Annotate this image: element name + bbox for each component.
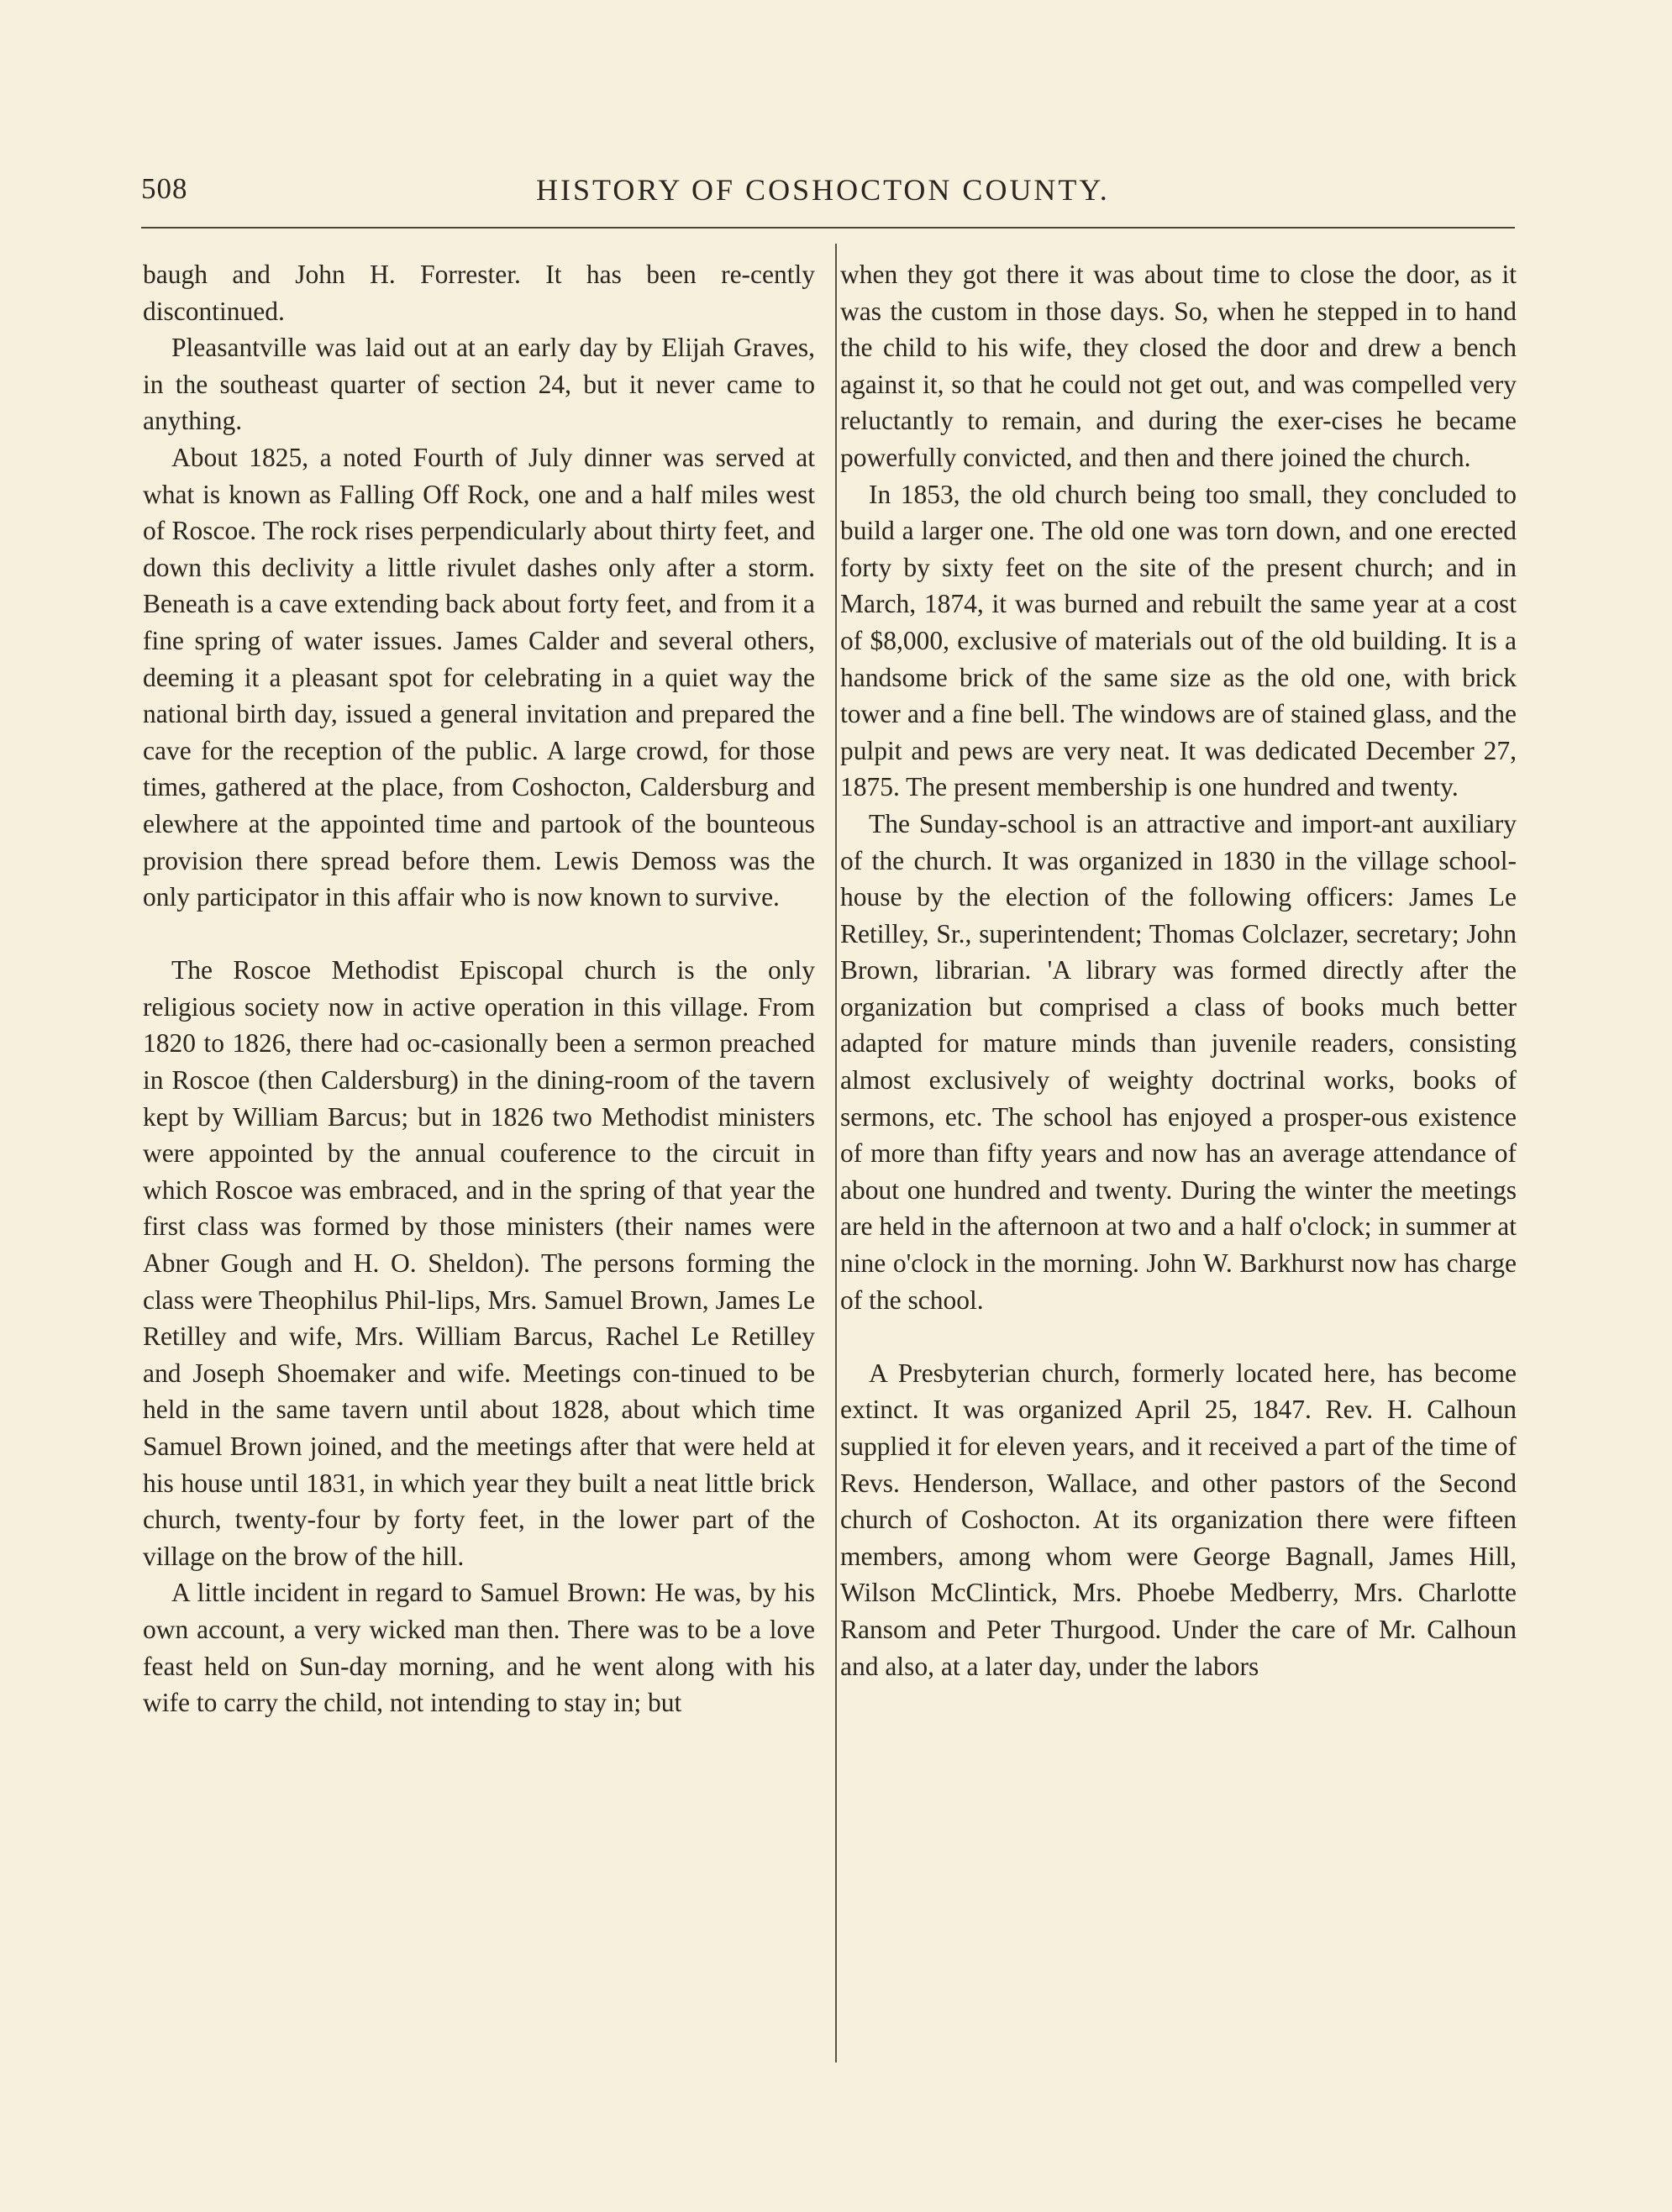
paragraph: A Presbyterian church, formerly located here, has become extinct. It was organized April 25, 1847. Rev. H. Calhoun supplied it for eleven years, and it received a part of the time of Revs. Henderson, Wallace, and other pastors of the Second church of Coshocton. At its organization there were fifteen members, among whom were George Bagnall, James Hill, Wilson McClintick, Mrs. Phoebe Medberry, Mrs. Charlotte Ransom and Peter Thurgood. Under the care of Mr. Calhoun and also, at a later day, under the labors	[840, 1358, 1517, 1681]
column-divider	[835, 244, 837, 2062]
paragraph: baugh and John H. Forrester. It has been re-cently discontinued.	[143, 260, 815, 326]
right-column	[840, 256, 1517, 1684]
running-head	[141, 172, 1515, 223]
paragraph: A little incident in regard to Samuel Brown: He was, by his own account, a very wicked man then. There was to be a love feast held on Sun-day morning, and he went along with his wife to carry the child, not intending to stay in; but	[143, 1578, 815, 1718]
running-head-title: HISTORY OF COSHOCTON COUNTY.	[536, 173, 1110, 207]
header-rule	[141, 227, 1515, 229]
paragraph: Pleasantville was laid out at an early day by Elijah Graves, in the southeast quarter of section 24, but it never came to anything.	[143, 333, 815, 436]
paragraph: In 1853, the old church being too small, they concluded to build a larger one. The old one was torn down, and one erected forty by sixty feet on the site of the present church; and in March, 1874, it was burned and rebuilt the same year at a cost of $8,000, exclusive of materials out of the old building. It is a handsome brick of the same size as the old one, with brick tower and a fine bell. The windows are of stained glass, and the pulpit and pews are very neat. It was dedicated December 27, 1875. The present membership is one hundred and twenty.	[840, 479, 1517, 802]
page-number: 508	[141, 172, 188, 205]
paragraph: About 1825, a noted Fourth of July dinner was served at what is known as Falling Off Rock, one and a half miles west of Roscoe. The rock rises perpendicularly about thirty feet, and down this declivity a little rivulet dashes only after a storm. Beneath is a cave extending back about forty feet, and from it a fine spring of water issues. James Calder and several others, deeming it a pleasant spot for celebrating in a quiet way the national birth day, issued a general invitation and prepared the cave for the reception of the public. A large crowd, for those times, gathered at the place, from Coshocton, Caldersburg and elewhere at the appointed time and partook of the bounteous provision there spread before them. Lewis Demoss was the only participator in this affair who is now known to survive.	[143, 442, 815, 912]
paragraph: The Roscoe Methodist Episcopal church is the only religious society now in active operation in this village. From 1820 to 1826, there had oc-casionally been a sermon preached in Roscoe (then Caldersburg) in the dining-room of the tavern kept by William Barcus; but in 1826 two Methodist ministers were appointed by the annual couference to the circuit in which Roscoe was embraced, and in the spring of that year the first class was formed by those ministers (their names were Abner Gough and H. O. Sheldon). The persons forming the class were Theophilus Phil-lips, Mrs. Samuel Brown, James Le Retilley and wife, Mrs. William Barcus, Rachel Le Retilley and Joseph Shoemaker and wife. Meetings con-tinued to be held in the same tavern until about 1828, about which time Samuel Brown joined, and the meetings after that were held at his house until 1831, in which year they built a neat little brick church, twenty-four by forty feet, in the lower part of the village on the brow of the hill.	[143, 955, 815, 1571]
paragraph: when they got there it was about time to close the door, as it was the custom in those days. So, when he stepped in to hand the child to his wife, they closed the door and drew a bench against it, so that he could not get out, and was compelled very reluctantly to remain, and during the exer-cises he became powerfully convicted, and then and there joined the church.	[840, 260, 1517, 472]
left-column	[143, 256, 815, 1721]
paragraph: The Sunday-school is an attractive and import-ant auxiliary of the church. It was organized in 1830 in the village school-house by the election of the following officers: James Le Retilley, Sr., superintendent; Thomas Colclazer, secretary; John Brown, librarian. 'A library was formed directly after the organization but comprised a class of books much better adapted for mature minds than juvenile readers, consisting almost exclusively of weighty doctrinal works, books of sermons, etc. The school has enjoyed a prosper-ous existence of more than fifty years and now has an average attendance of about one hundred and twenty. During the winter the meetings are held in the afternoon at two and a half o'clock; in summer at nine o'clock in the morning. John W. Barkhurst now has charge of the school.	[840, 808, 1517, 1315]
